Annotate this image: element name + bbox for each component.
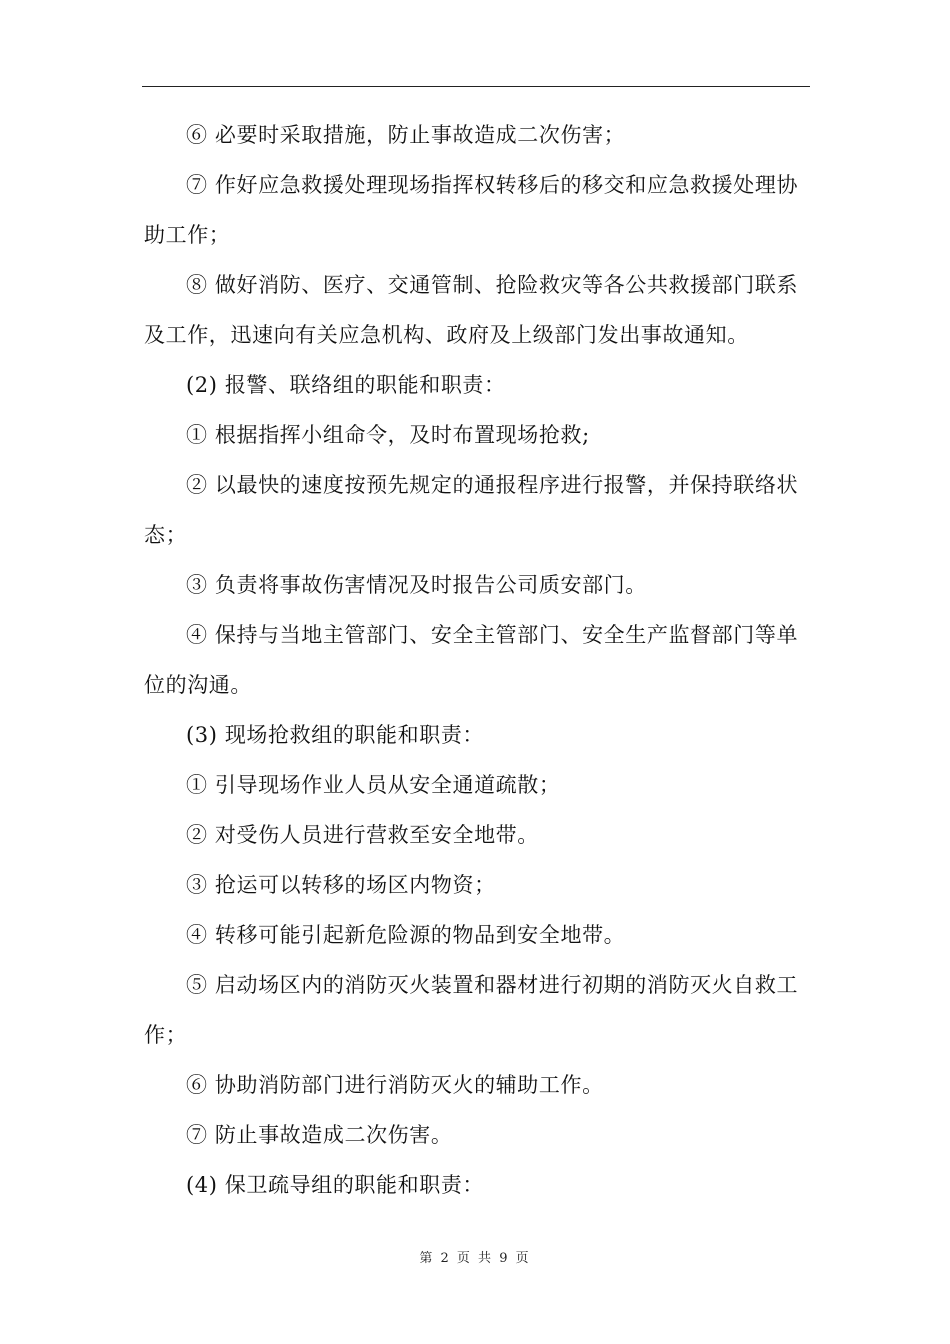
paragraph-alarm-item-2: ② 以最快的速度按预先规定的通报程序进行报警，并保持联络状态； [144,473,799,547]
paragraph-rescue-item-5: ⑤ 启动场区内的消防灭火装置和器材进行初期的消防灭火自救工作； [144,973,799,1047]
paragraph-rescue-item-1: ① 引导现场作业人员从安全通道疏散； [186,773,561,797]
paragraph-item-7-handover: ⑦ 作好应急救援处理现场指挥权转移后的移交和应急救援处理协助工作； [144,173,799,247]
paragraph-rescue-item-6: ⑥ 协助消防部门进行消防灭火的辅助工作。 [186,1073,604,1097]
paragraph-rescue-item-4: ④ 转移可能引起新危险源的物品到安全地带。 [186,923,626,947]
paragraph-item-6-secondary-harm: ⑥ 必要时采取措施，防止事故造成二次伤害； [186,123,626,147]
page-number-footer: 第 2 页 共 9 页 [419,1251,531,1266]
paragraph-item-8-public-rescue-liaison: ⑧ 做好消防、医疗、交通管制、抢险救灾等各公共救援部门联系及工作，迅速向有关应急机构、政府及上级部门发出事故通知。 [144,273,799,347]
document-body [144,110,810,1210]
section-heading-onsite-rescue-group: (3) 现场抢救组的职能和职责： [186,723,485,747]
paragraph-rescue-item-2: ② 对受伤人员进行营救至安全地带。 [186,823,539,847]
paragraph-alarm-item-1: ① 根据指挥小组命令，及时布置现场抢救; [186,423,590,447]
paragraph-alarm-item-3: ③ 负责将事故伤害情况及时报告公司质安部门。 [186,573,647,597]
header-rule [142,86,810,87]
paragraph-rescue-item-7: ⑦ 防止事故造成二次伤害。 [186,1123,453,1147]
section-heading-alarm-liaison-group: (2) 报警、联络组的职能和职责： [186,373,506,397]
section-heading-security-guidance-group: (4) 保卫疏导组的职能和职责： [186,1173,485,1197]
paragraph-alarm-item-4: ④ 保持与当地主管部门、安全主管部门、安全生产监督部门等单位的沟通。 [144,623,799,697]
paragraph-rescue-item-3: ③ 抢运可以转移的场区内物资； [186,873,496,897]
